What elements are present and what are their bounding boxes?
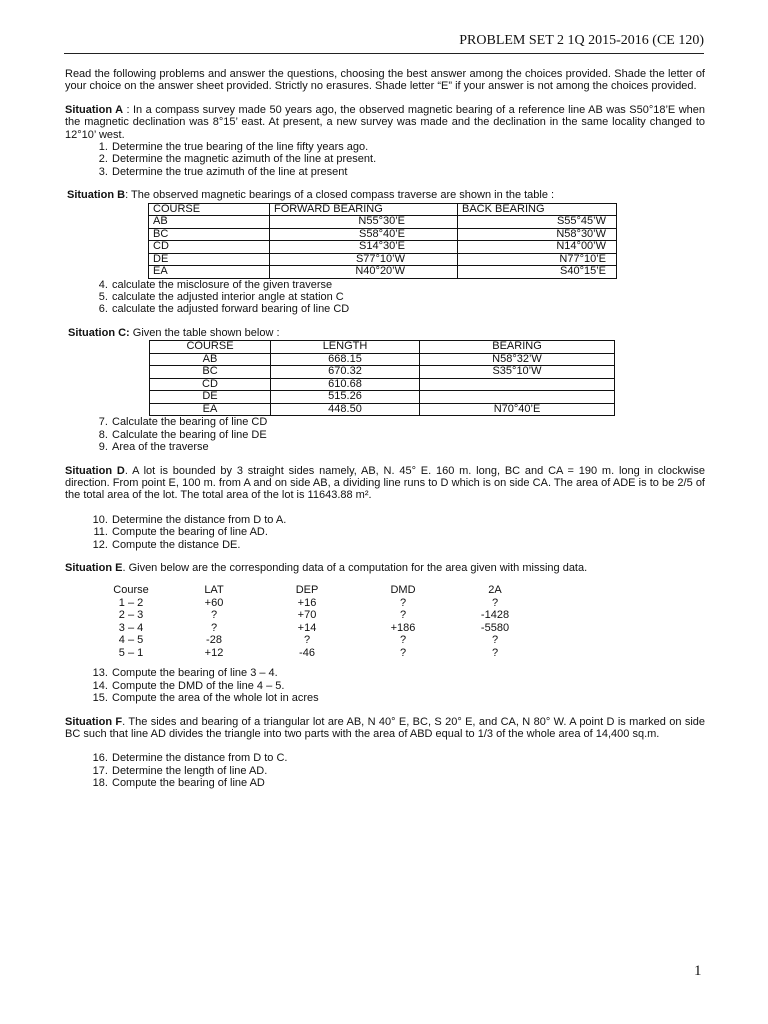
table-cell: +16 — [297, 596, 317, 609]
situation-d-questions — [65, 514, 705, 551]
situation-c-text: Given the table shown below : — [129, 326, 280, 339]
situation-e-questions — [65, 667, 705, 704]
traverse-table — [149, 340, 615, 416]
question-10: 10. Determine the distance from D to A. — [111, 514, 705, 526]
table-cell: AB — [149, 216, 270, 229]
situation-a — [65, 104, 705, 178]
table-cell: +186 — [390, 621, 416, 634]
table-cell: DE — [149, 253, 270, 266]
question-1: 1. Determine the true bearing of the line fifty years ago. — [111, 141, 705, 153]
situation-b-questions — [65, 279, 705, 316]
table-cell: +60 — [204, 596, 224, 609]
table-row — [149, 241, 617, 254]
question-11: 11. Compute the bearing of line AD. — [111, 526, 705, 538]
table-cell: 610.68 — [271, 378, 420, 391]
table-cell: N58°32’W — [420, 353, 615, 366]
question-6: 6. calculate the adjusted forward bearing of line CD — [111, 303, 705, 315]
table-cell: -1428 — [480, 609, 510, 622]
header-cell: DEP — [295, 584, 319, 597]
table-cell: S58°40’E — [270, 228, 458, 241]
table-row — [150, 391, 615, 404]
table-cell: S14°30’E — [270, 241, 458, 254]
situation-a-label: Situation A — [65, 103, 124, 116]
table-cell: S77°10’W — [270, 253, 458, 266]
situation-c — [68, 327, 705, 339]
table-row — [150, 403, 615, 416]
question-2: 2. Determine the magnetic azimuth of the line at present. — [111, 153, 705, 165]
situation-b — [67, 189, 705, 201]
table-cell: S35°10’W — [420, 366, 615, 379]
question-16: 16. Determine the distance from D to C. — [111, 752, 705, 764]
table-cell: ? — [399, 596, 407, 609]
table-cell: N58°30’W — [458, 228, 617, 241]
situation-f — [65, 716, 705, 741]
question-12: 12. Compute the distance DE. — [111, 539, 705, 551]
table-row — [93, 609, 539, 622]
table-cell: -28 — [206, 634, 222, 647]
document-body — [65, 68, 705, 790]
situation-b-label: Situation B — [67, 189, 126, 202]
table-cell: 3 – 4 — [118, 621, 144, 634]
table-cell: 5 – 1 — [118, 646, 144, 659]
table-cell: 448.50 — [271, 403, 420, 416]
table-row — [149, 266, 617, 279]
table-cell: -46 — [299, 646, 315, 659]
table-cell: ? — [399, 634, 407, 647]
table-header-row — [93, 584, 539, 597]
table-row — [149, 216, 617, 229]
situation-d — [65, 465, 705, 502]
situation-e-label: Situation E — [65, 561, 123, 574]
table-row — [149, 253, 617, 266]
table-cell: EA — [150, 403, 271, 416]
table-cell: ? — [491, 596, 499, 609]
question-13: 13. Compute the bearing of line 3 – 4. — [111, 667, 705, 679]
table-cell: -5580 — [480, 621, 510, 634]
spacer — [65, 502, 705, 514]
header-rule — [64, 53, 704, 54]
situation-c-questions — [65, 416, 705, 453]
table-cell: 1 – 2 — [118, 596, 144, 609]
table-row — [93, 622, 539, 635]
table-row — [149, 228, 617, 241]
question-5: 5. calculate the adjusted interior angle at station C — [111, 291, 705, 303]
situation-d-text: . A lot is bounded by 3 straight sides namely, AB, N. 45° E. 160 m. long, BC and CA = 190 m. long in clockwise direction. From point E, 100 m. from A and on side AB, a dividing line runs to D which is on side CA. The area of ADE is to be 2/5 of the total area of the lot. The total area of the lot is 11643.88 m². — [65, 464, 705, 502]
question-17: 17. Determine the length of line AD. — [111, 765, 705, 777]
question-7: 7. Calculate the bearing of line CD — [111, 416, 705, 428]
table-cell: 670.32 — [271, 366, 420, 379]
question-4: 4. calculate the misclosure of the given traverse — [111, 279, 705, 291]
table-cell: 2 – 3 — [118, 609, 144, 622]
table-cell: N70°40’E — [420, 403, 615, 416]
situation-f-questions — [65, 752, 705, 789]
header-cell: COURSE — [149, 203, 270, 216]
question-9: 9. Area of the traverse — [111, 441, 705, 453]
header-cell: COURSE — [150, 341, 271, 354]
intro-paragraph: Read the following problems and answer the questions, choosing the best answer among the choices provided. Shade the letter of your choice on the answer sheet provided. Strictly no erasures. Shade letter “E” if your answer is not among the choices provided. — [65, 68, 705, 93]
table-cell: N14°00’W — [458, 241, 617, 254]
spacer — [65, 740, 705, 752]
table-cell: +12 — [204, 646, 224, 659]
table-header-row — [149, 203, 617, 216]
situation-f-text: . The sides and bearing of a triangular lot are AB, N 40° E, BC, S 20° E, and CA, N 80° W. A point D is marked on side BC such that line AD divides the triangle into two parts with the area of ABD equal to 1/3 of the whole area of 14,400 sq.m. — [65, 715, 706, 740]
header-cell: DMD — [390, 584, 416, 597]
table-cell: 4 – 5 — [118, 634, 144, 647]
header-cell: BACK BEARING — [458, 203, 617, 216]
situation-b-text: : The observed magnetic bearings of a closed compass traverse are shown in the table : — [125, 189, 555, 202]
table-cell: BC — [150, 366, 271, 379]
table-cell — [420, 391, 615, 404]
table-cell: 515.26 — [271, 391, 420, 404]
table-cell: S40°15’E — [458, 266, 617, 279]
table-cell: +14 — [297, 621, 317, 634]
header-cell: LAT — [204, 584, 224, 597]
situation-e-text: . Given below are the corresponding data of a computation for the area given with missing data. — [122, 561, 588, 574]
table-row — [93, 597, 539, 610]
question-18: 18. Compute the bearing of line AD — [111, 777, 705, 789]
table-cell: N40°20’W — [270, 266, 458, 279]
table-row — [150, 353, 615, 366]
table-cell: CD — [149, 241, 270, 254]
table-row — [93, 634, 539, 647]
header-cell: FORWARD BEARING — [270, 203, 458, 216]
question-3: 3. Determine the true azimuth of the line at present — [111, 166, 705, 178]
table-cell: CD — [150, 378, 271, 391]
table-cell: 668.15 — [271, 353, 420, 366]
table-row — [93, 647, 539, 660]
header-cell: Course — [113, 584, 149, 597]
area-computation-table — [93, 584, 539, 659]
page-number: 1 — [694, 963, 702, 979]
header-cell: 2A — [488, 584, 502, 597]
situation-c-label: Situation C: — [68, 326, 130, 339]
table-cell: ? — [303, 634, 311, 647]
table-cell: ? — [399, 646, 407, 659]
header-cell: BEARING — [420, 341, 615, 354]
page-header: PROBLEM SET 2 1Q 2015-2016 (CE 120) — [459, 33, 704, 48]
situation-d-label: Situation D — [65, 464, 125, 477]
table-cell: AB — [150, 353, 271, 366]
table-cell: DE — [150, 391, 271, 404]
table-cell — [420, 378, 615, 391]
situation-a-questions — [65, 141, 705, 178]
table-cell: N77°10’E — [458, 253, 617, 266]
question-8: 8. Calculate the bearing of line DE — [111, 429, 705, 441]
table-cell: ? — [491, 646, 499, 659]
table-cell: ? — [399, 609, 407, 622]
question-14: 14. Compute the DMD of the line 4 – 5. — [111, 680, 705, 692]
table-cell: EA — [149, 266, 270, 279]
table-cell: N55°30’E — [270, 216, 458, 229]
table-row — [150, 378, 615, 391]
header-cell: LENGTH — [271, 341, 420, 354]
question-15: 15. Compute the area of the whole lot in acres — [111, 692, 705, 704]
table-cell: +70 — [297, 609, 317, 622]
bearing-table — [148, 203, 617, 279]
table-row — [150, 366, 615, 379]
situation-a-text: : In a compass survey made 50 years ago, the observed magnetic bearing of a reference line AB was S50°18’E when the magnetic declination was 8°15’ east. At present, a new survey was made and the declination in the same locality changed to 12°10’ west. — [65, 103, 705, 141]
table-cell: ? — [210, 621, 218, 634]
table-cell: ? — [210, 609, 218, 622]
table-cell: S55°45’W — [458, 216, 617, 229]
table-header-row — [150, 341, 615, 354]
situation-e — [65, 562, 705, 574]
table-cell: BC — [149, 228, 270, 241]
table-cell: ? — [491, 634, 499, 647]
situation-f-label: Situation F — [65, 715, 123, 728]
